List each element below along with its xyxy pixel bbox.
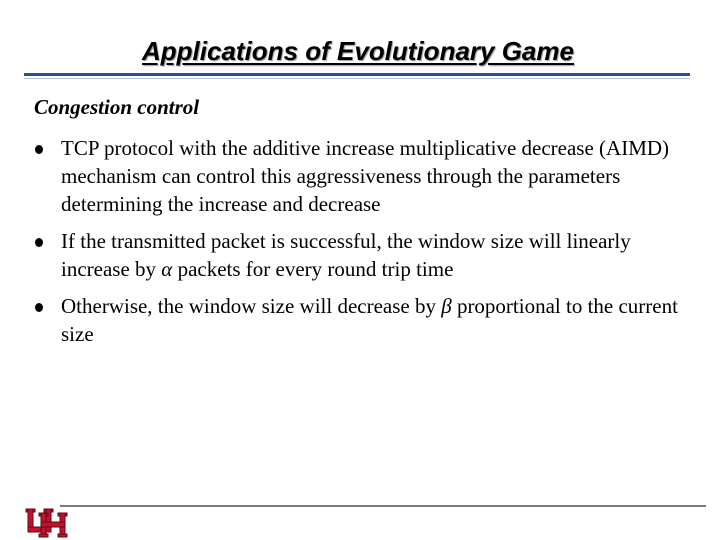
bullet-icon (35, 303, 43, 312)
slide-title: Applications of Evolutionary Game (142, 36, 574, 66)
title-divider (24, 73, 690, 76)
bullet-icon (35, 238, 43, 247)
title-divider-shadow (24, 78, 690, 79)
footer-divider (60, 505, 706, 507)
section-heading: Congestion control (34, 95, 200, 119)
bullet-text: Otherwise, the window size will decrease by (61, 294, 442, 318)
alpha-symbol: α (161, 257, 173, 281)
bullet-item-2 (34, 227, 684, 283)
university-logo-icon (24, 503, 70, 539)
bullet-text: If the transmitted packet is successful, the window size will linearly increase by (61, 229, 631, 281)
bullet-text-tail: packets for every round trip time (172, 257, 454, 281)
beta-symbol: β (441, 294, 452, 318)
bullet-text: TCP protocol with the additive increase multiplicative decrease (AIMD) mechanism can control this aggressiveness through the parameters determining the increase and decrease (61, 136, 670, 216)
bullet-item-3 (34, 292, 684, 348)
bullet-icon (35, 145, 43, 154)
bullet-item-1 (34, 134, 684, 218)
bullet-text-tail: proportional to the current size (61, 294, 678, 346)
bullet-list (34, 134, 684, 357)
